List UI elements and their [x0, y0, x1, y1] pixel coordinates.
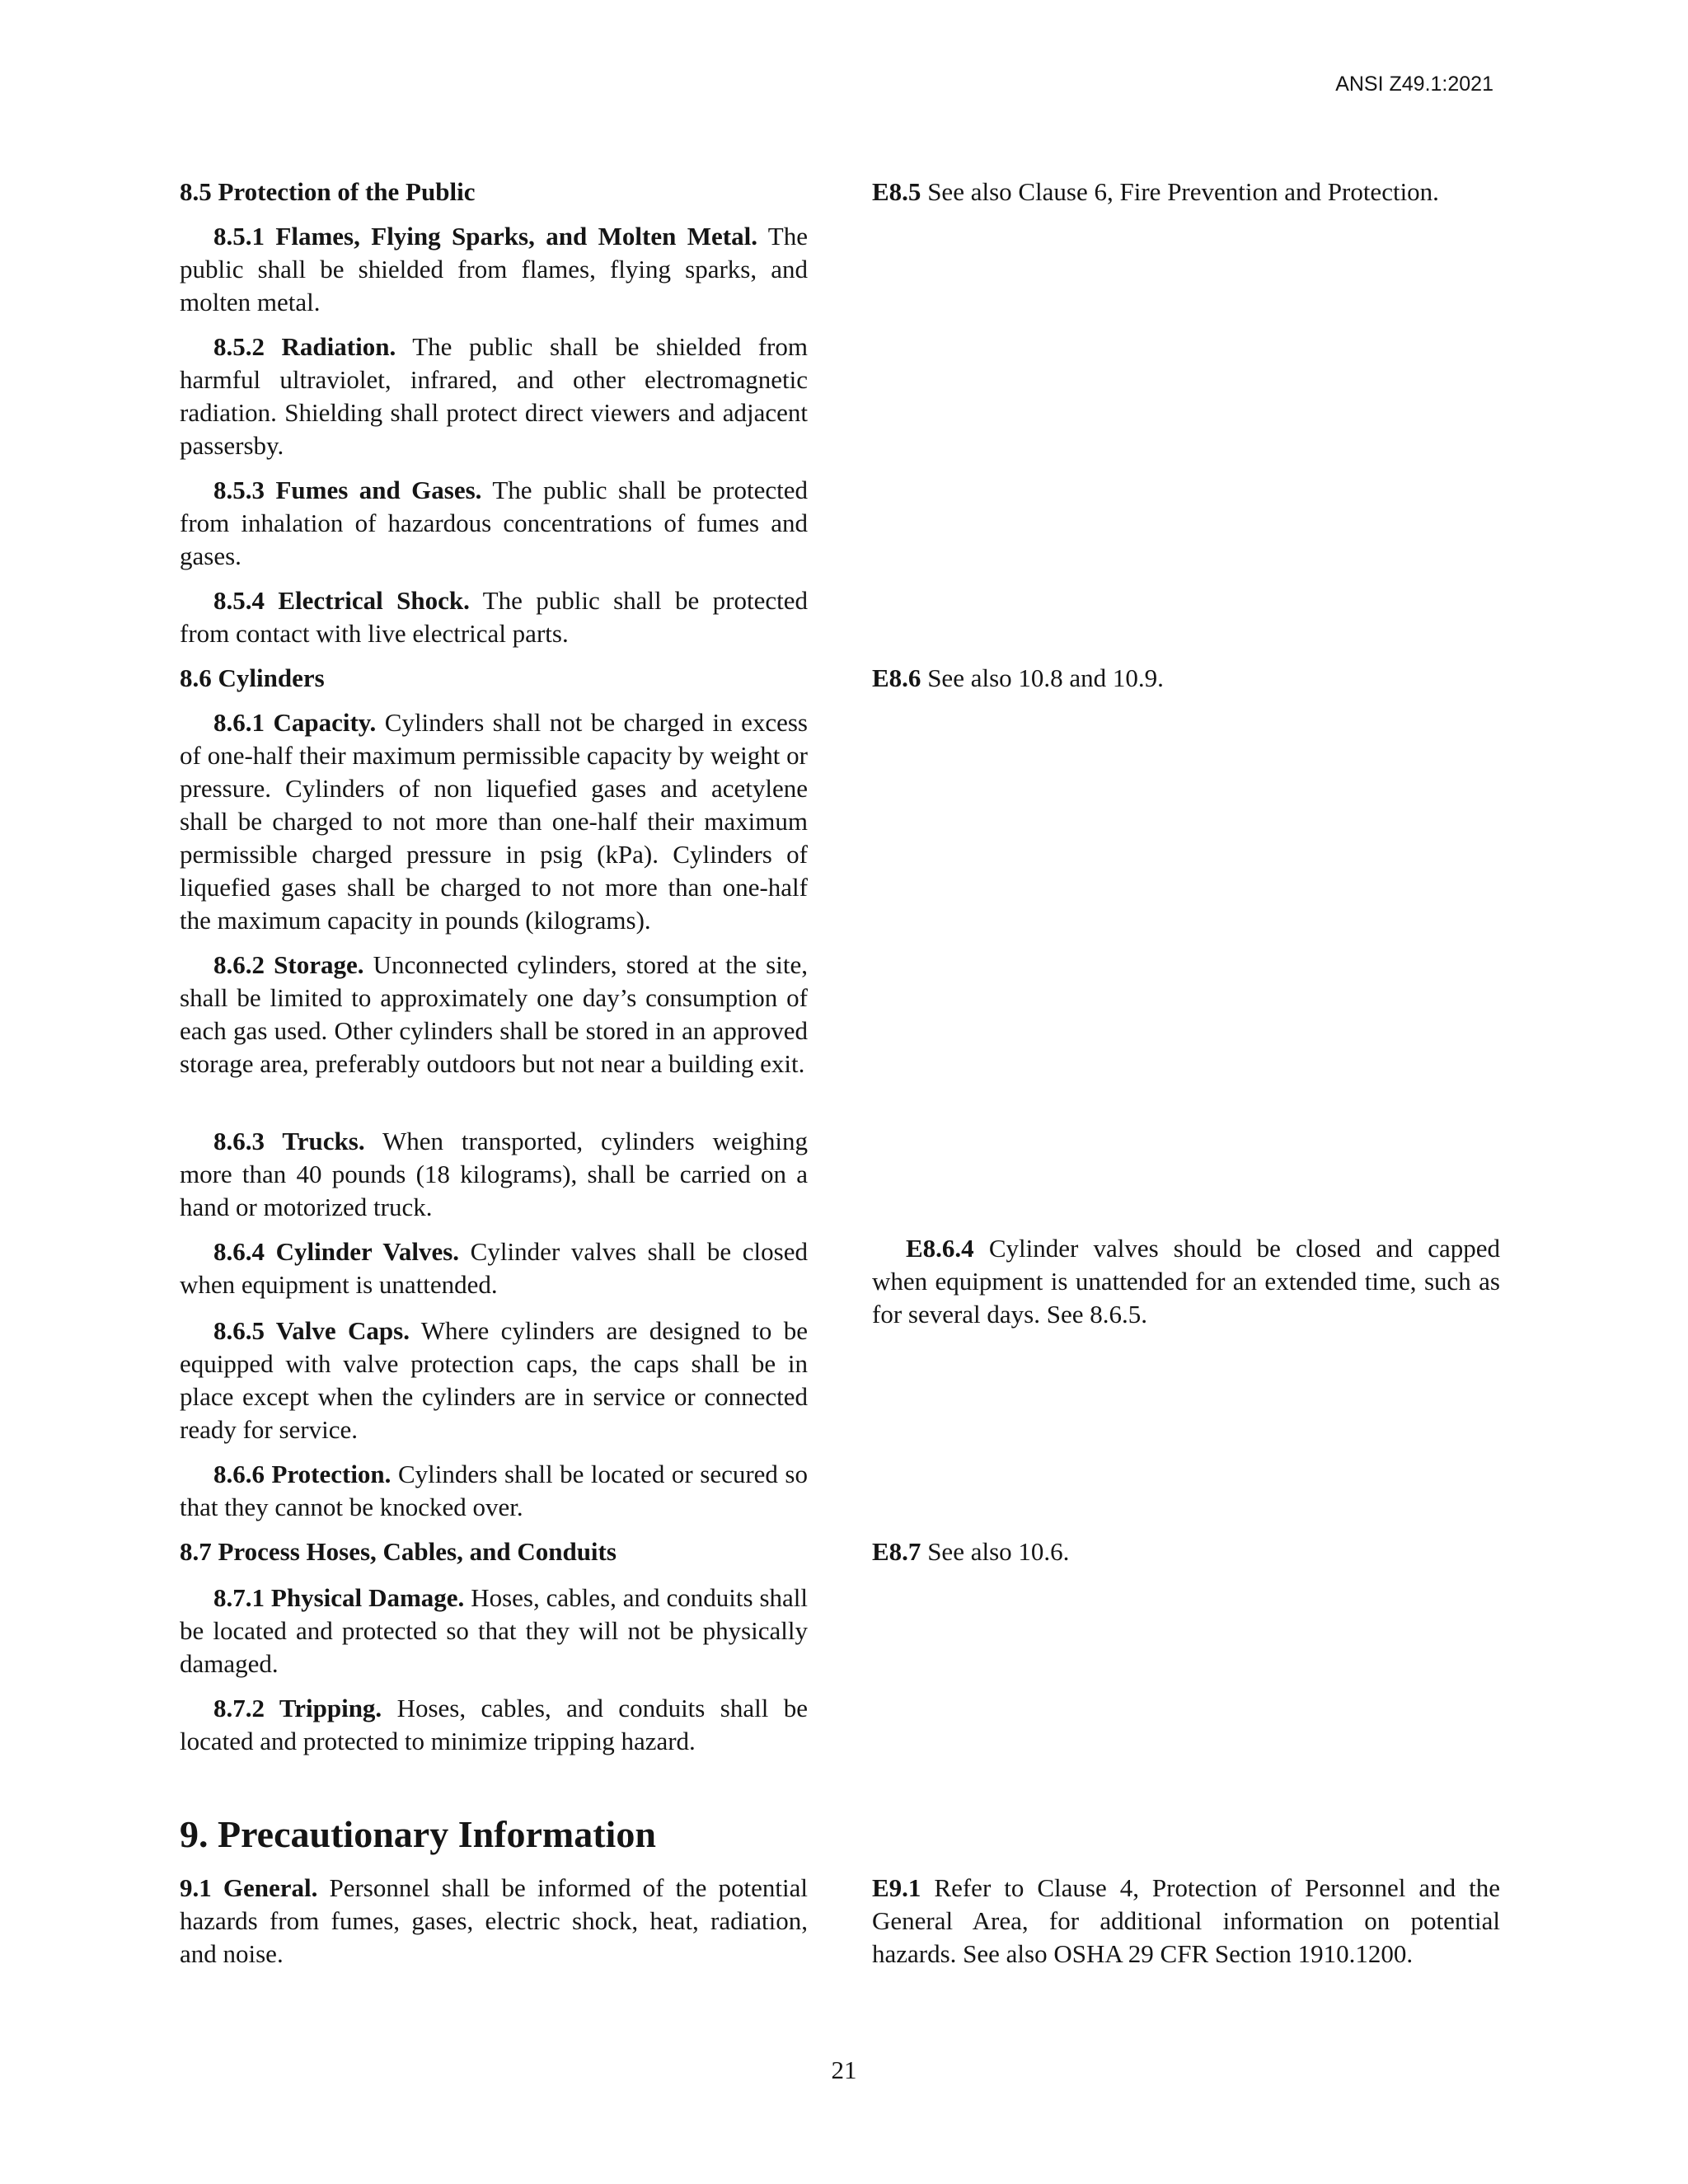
note-e8-6-4: E8.6.4 Cylinder valves should be closed and capped when equipment is unattended for an extended time, such as for several days. See 8.6.5.: [872, 1234, 1500, 1329]
clause-8-5-1: 8.5.1 Flames, Flying Sparks, and Molten Metal. The public shall be shielded from flames, flying sparks, and molten metal.: [180, 222, 808, 316]
clause-8-7-2: 8.7.2 Tripping. Hoses, cables, and conduits shall be located and protected to minimize tripping hazard.: [180, 1694, 808, 1755]
clause-8-5-4: 8.5.4 Electrical Shock. The public shall be protected from contact with live electrical parts.: [180, 586, 808, 648]
clause-8-5-2: 8.5.2 Radiation. The public shall be shielded from harmful ultraviolet, infrared, and other electromagnetic radiation. Shielding shall protect direct viewers and adjacent passersby.: [180, 332, 808, 460]
clause-8-5-3: 8.5.3 Fumes and Gases. The public shall be protected from inhalation of hazardous concentrations of fumes and gases.: [180, 476, 808, 570]
clause-8-7-1: 8.7.1 Physical Damage. Hoses, cables, and conduits shall be located and protected so that they will not be physically damaged.: [180, 1583, 808, 1678]
page-number: 21: [831, 2055, 857, 2084]
section-8-7-title: 8.7 Process Hoses, Cables, and Conduits: [180, 1537, 617, 1566]
clause-8-6-4: 8.6.4 Cylinder Valves. Cylinder valves shall be closed when equipment is unattended.: [180, 1237, 808, 1299]
note-e8-7: E8.7 See also 10.6.: [872, 1537, 1070, 1566]
clause-8-6-2: 8.6.2 Storage. Unconnected cylinders, stored at the site, shall be limited to approximately one day’s consumption of each gas used. Other cylinders shall be stored in an approved storage area, preferably outdoors but not near a building exit.: [180, 950, 808, 1078]
section-9-heading: 9. Precautionary Information: [180, 1813, 656, 1855]
note-e8-6: E8.6 See also 10.8 and 10.9.: [872, 663, 1164, 692]
note-e9-1: E9.1 Refer to Clause 4, Protection of Personnel and the General Area, for additional information on potential hazards. See also OSHA 29 CFR Section 1910.1200.: [872, 1873, 1500, 1968]
page-header: ANSI Z49.1:2021: [1335, 73, 1493, 96]
clause-8-6-5: 8.6.5 Valve Caps. Where cylinders are designed to be equipped with valve protection caps, the caps shall be in place except when the cylinders are in service or connected ready for service.: [180, 1316, 808, 1444]
clause-9-1: 9.1 General. Personnel shall be informed of the potential hazards from fumes, gases, electric shock, heat, radiation, and noise.: [180, 1873, 808, 1968]
section-8-5-title: 8.5 Protection of the Public: [180, 177, 476, 206]
clause-8-6-3: 8.6.3 Trucks. When transported, cylinders weighing more than 40 pounds (18 kilograms), shall be carried on a hand or motorized truck.: [180, 1127, 808, 1221]
clause-8-6-1: 8.6.1 Capacity. Cylinders shall not be charged in excess of one-half their maximum permissible capacity by weight or pressure. Cylinders of non liquefied gases and acetylene shall be charged to not more than one-half their maximum permissible charged pressure in psig (kPa). Cylinders of liquefied gases shall be charged to not more than one-half the maximum capacity in pounds (kilograms).: [180, 708, 808, 935]
section-8-6-title: 8.6 Cylinders: [180, 663, 325, 692]
clause-8-6-6: 8.6.6 Protection. Cylinders shall be located or secured so that they cannot be knocked over.: [180, 1460, 809, 1521]
note-e8-5: E8.5 See also Clause 6, Fire Prevention and Protection.: [872, 177, 1439, 206]
